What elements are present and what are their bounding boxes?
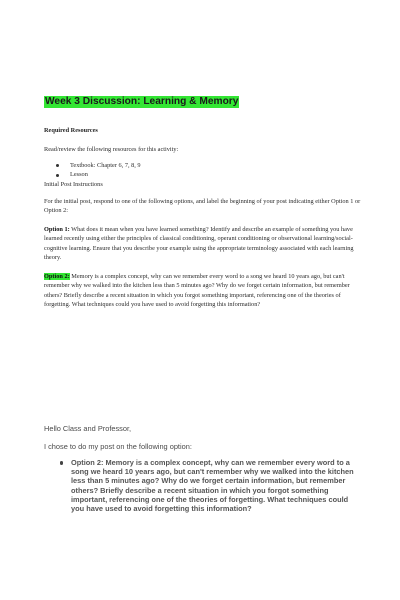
resource-item-lesson: Lesson bbox=[56, 170, 141, 179]
option-2-text: Memory is a complex concept, why can we remember every word to a song we heard 10 years ago, but can't remember why we walked into the kitchen less than 5 minutes ago? Why do we forget certain information, but remember others? Briefly describe a recent situation in which you forgot something important, referencing one of the theories of forgetting. What techniques could you have used to avoid forgetting this information? bbox=[44, 273, 350, 309]
initial-post-heading: Initial Post Instructions bbox=[44, 181, 103, 188]
option-1-text: What does it mean when you have learned something? Identify and describe an example of something you have learned recently using either the principles of classical conditioning, operant conditioning or observational learning/social-cognitive learning. Ensure that you describe your example using the appropriate terminology associated with each learning theory. bbox=[44, 226, 354, 262]
option-1-paragraph bbox=[44, 225, 362, 263]
option-2-paragraph bbox=[44, 272, 362, 310]
page-title: Week 3 Discussion: Learning & Memory bbox=[45, 96, 239, 107]
resources-list bbox=[56, 161, 141, 180]
post-option-item: Option 2: Memory is a complex concept, why can we remember every word to a song we heard 10 years ago, but can't remember why we walked into the kitchen less than 5 minutes ago? Why do we forget certain information, but remember others? Briefly describe a recent situation in which you forgot something important, referencing one of the theories of forgetting. What techniques could you have used to avoid forgetting this information? bbox=[60, 458, 360, 513]
required-resources-heading: Required Resources bbox=[44, 127, 98, 134]
option-2-label: Option 2: bbox=[44, 273, 70, 280]
post-greeting: Hello Class and Professor, bbox=[44, 424, 132, 433]
post-chose-text: I chose to do my post on the following option: bbox=[44, 442, 192, 451]
instructions-paragraph: For the initial post, respond to one of the following options, and label the beginning of your post indicating either Option 1 or Option 2: bbox=[44, 198, 361, 215]
read-review-text: Read/review the following resources for this activity: bbox=[44, 146, 179, 153]
resource-item-textbook: Textbook: Chapter 6, 7, 8, 9 bbox=[56, 161, 141, 170]
option-1-label: Option 1: bbox=[44, 226, 70, 233]
post-option-list bbox=[60, 458, 360, 513]
